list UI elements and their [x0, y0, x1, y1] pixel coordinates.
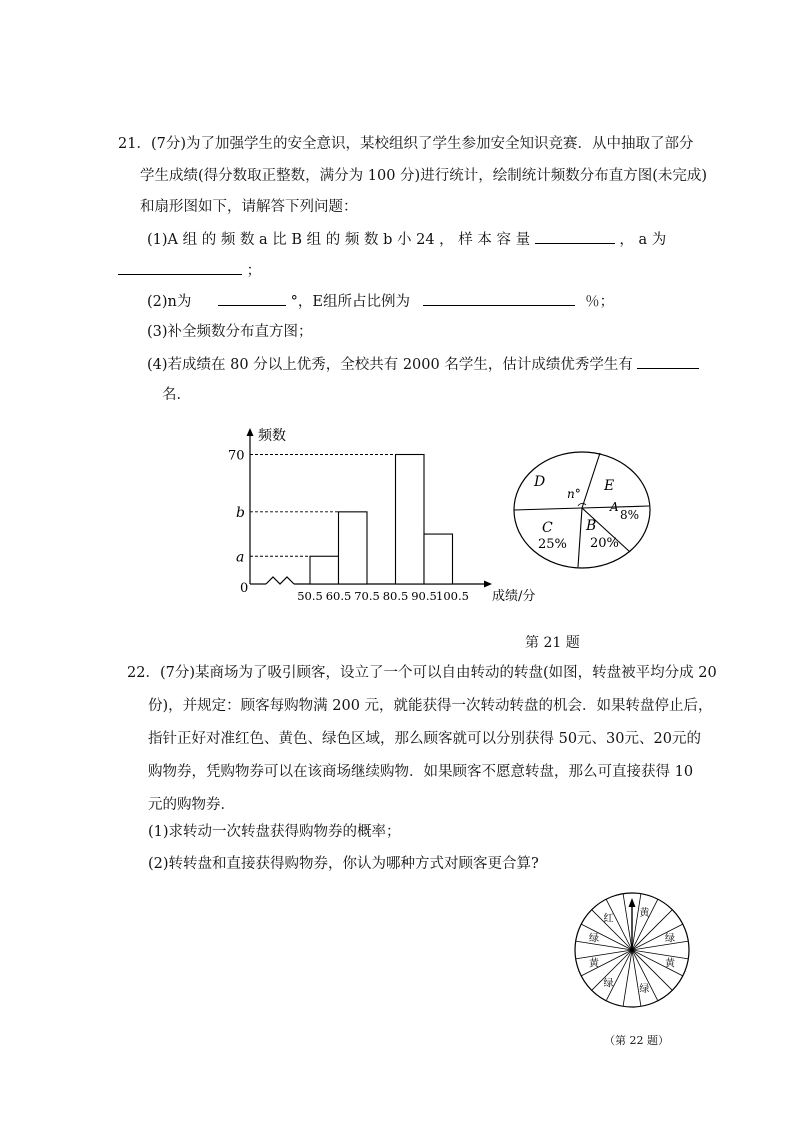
q21-part-2-c: ％；: [585, 294, 615, 310]
pie-label-C: C: [542, 520, 553, 536]
grade-pie-chart: [512, 448, 652, 570]
x-tick-label: 50.5: [297, 589, 323, 603]
histogram-bar: [339, 512, 368, 584]
pie-label-B: B: [586, 518, 597, 534]
axis-break-icon: [266, 577, 294, 584]
q21-part-1-tail: ， a 为: [619, 232, 667, 248]
spinner-label: 黄: [588, 958, 599, 970]
y-axis-label: 频数: [258, 428, 286, 444]
histogram-bar: [310, 556, 339, 584]
pie-pct-C: 25%: [538, 537, 567, 552]
x-tick-label: 80.5: [382, 589, 409, 603]
spinner-label: 黄: [639, 907, 650, 919]
q21-part-2-a: (2)n为: [147, 294, 192, 310]
sample-size-blank[interactable]: [535, 229, 615, 244]
q21-part-4: [147, 354, 699, 375]
a-value-blank[interactable]: [118, 260, 242, 275]
q21-part-1-text: (1)A 组 的 频 数 a 比 B 组 的 频 数 b 小 24 ， 样 本 容 量: [147, 232, 531, 248]
pie-label-E: E: [604, 478, 615, 494]
n-blank[interactable]: [218, 291, 286, 306]
pie-label-D: D: [534, 474, 546, 490]
q22-line-5: 元的购物券．: [148, 797, 235, 813]
angle-label-n: n°: [567, 487, 581, 501]
q21-part-4-end: 名．: [162, 387, 191, 403]
e-ratio-blank[interactable]: [423, 291, 575, 306]
q21-line-1: 21．(7分)为了加强学生的安全意识，某校组织了学生参加安全知识竞赛．从中抽取了部分: [118, 136, 694, 152]
x-axis-label: 成绩/分: [492, 589, 536, 604]
q21-line-3: 和扇形图如下，请解答下列问题：: [140, 199, 358, 215]
q21-part-1-end: ；: [246, 263, 262, 279]
spinner-label: 绿: [665, 933, 676, 945]
excellent-count-blank[interactable]: [637, 354, 699, 369]
histogram-bar: [396, 455, 425, 585]
x-tick-label: 90.5: [411, 589, 437, 603]
spinner-label: 绿: [603, 978, 614, 990]
x-tick-label: 60.5: [325, 589, 352, 603]
q21-part-1: [147, 229, 666, 250]
q22-line-3: 指针正好对准红色、黄色、绿色区域，那么顾客就可以分别获得 50元、30元、20元的: [148, 731, 701, 747]
y-tick-label: 70: [228, 448, 245, 464]
prize-spinner: [572, 890, 692, 1010]
q21-caption: 第 21 题: [525, 635, 580, 651]
q22-line-4: 购物券，凭购物券可以在该商场继续购物．如果顾客不愿意转盘，那么可直接获得 10: [148, 764, 694, 780]
q21-part-3: (3)补全频数分布直方图；: [147, 324, 313, 340]
q22-caption: （第 22 题）: [604, 1034, 669, 1047]
spinner-label: 红: [603, 913, 614, 925]
q21-part-2: [147, 291, 614, 312]
pie-pct-A: 8%: [620, 508, 640, 522]
q22-part-2: (2)转转盘和直接获得购物券，你认为哪种方式对顾客更合算?: [148, 856, 539, 872]
dashed-guides: [250, 455, 396, 557]
x-tick-label: 100.5: [436, 589, 469, 603]
x-tick-label: 70.5: [354, 589, 380, 603]
q21-line-2: 学生成绩(得分数取正整数，满分为 100 分)进行统计，绘制统计频数分布直方图(未完成): [140, 168, 708, 184]
y-tick-labels: [228, 449, 248, 597]
frequency-histogram: [226, 424, 536, 610]
spinner-label: 绿: [588, 933, 599, 945]
y-axis: [247, 428, 254, 584]
pie-label-A: A: [610, 500, 619, 514]
q21-part-2-b: °，E组所占比例为: [290, 294, 410, 310]
y-tick-label: b: [236, 504, 245, 521]
y-tick-label: 0: [240, 581, 249, 596]
q22-line-1: 22．(7分)某商场为了吸引顾客，设立了一个可以自由转动的转盘(如图，转盘被平均分成 20: [127, 665, 717, 681]
x-tick-labels: [297, 589, 469, 603]
q22-line-2: 份)，并规定：顾客每购物满 200 元，就能获得一次转动转盘的机会．如果转盘停止后，: [148, 698, 713, 714]
spinner-label: 黄: [665, 958, 676, 970]
spinner-label: 绿: [639, 984, 650, 996]
x-axis: [250, 577, 492, 588]
y-tick-label: a: [236, 549, 245, 566]
histogram-bar: [424, 534, 453, 584]
q21-part-4-text: (4)若成绩在 80 分以上优秀，全校共有 2000 名学生，估计成绩优秀学生有: [147, 357, 633, 373]
pie-pct-B: 20%: [590, 536, 619, 551]
q22-part-1: (1)求转动一次转盘获得购物券的概率；: [148, 824, 401, 840]
histogram-bars: [310, 455, 453, 585]
q21-part-1-cont: [118, 260, 261, 281]
